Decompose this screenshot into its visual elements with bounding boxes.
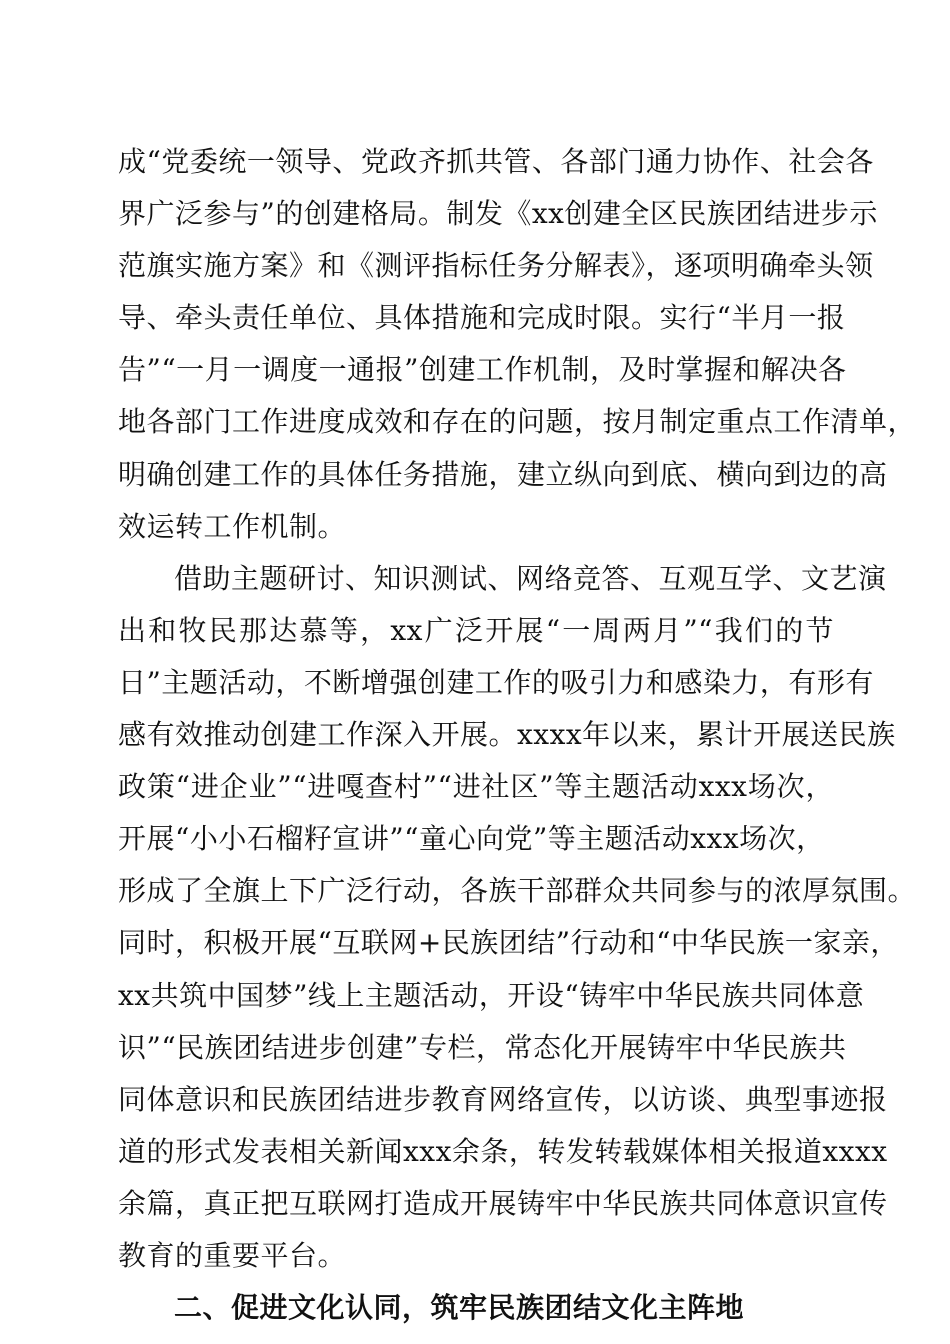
text-line: 教育的重要平台。 xyxy=(118,1238,347,1272)
text-line: 政策“进企业”“进嘎查村”“进社区”等主题活动xxx场次， xyxy=(118,770,834,804)
text-line: 借助主题研讨、知识测试、网络竞答、互观互学、文艺演 xyxy=(174,561,887,595)
text-line: 地各部门工作进度成效和存在的问题，按月制定重点工作清单， xyxy=(118,405,917,439)
text-line: 范旗实施方案》和《测评指标任务分解表》，逐项明确牵头领 xyxy=(118,249,874,283)
text-line: 效运转工作机制。 xyxy=(118,509,347,543)
text-line: 道的形式发表相关新闻xxx余条，转发转载媒体相关报道xxxx xyxy=(118,1134,888,1168)
text-line: 导、牵头责任单位、具体措施和完成时限。实行“半月一报 xyxy=(118,301,846,335)
text-line: 出和牧民那达慕等，xx广泛开展“一周两月”“我们的节 xyxy=(118,613,834,647)
paragraph-theme-activities xyxy=(118,553,917,1282)
text-line: 同时，积极开展“互联网+民族团结”行动和“中华民族一家亲， xyxy=(118,926,899,960)
text-line: 识”“民族团结进步创建”专栏，常态化开展铸牢中华民族共 xyxy=(118,1030,847,1064)
text-line: 形成了全旗上下广泛行动，各族干部群众共同参与的浓厚氛围。 xyxy=(118,874,917,908)
text-line: 余篇，真正把互联网打造成开展铸牢中华民族共同体意识宣传 xyxy=(118,1186,888,1220)
text-line: 开展“小小石榴籽宣讲”“童心向党”等主题活动xxx场次， xyxy=(118,822,825,856)
text-line: 感有效推动创建工作深入开展。xxxx年以来，累计开展送民族 xyxy=(118,718,896,752)
text-line: xx共筑中国梦”线上主题活动，开设“铸牢中华民族共同体意 xyxy=(118,978,865,1012)
text-line: 成“党委统一领导、党政齐抓共管、各部门通力协作、社会各 xyxy=(118,145,874,178)
text-line: 同体意识和民族团结进步教育网络宣传，以访谈、典型事迹报 xyxy=(118,1082,888,1116)
text-line: 告”“一月一调度一通报”创建工作机制，及时掌握和解决各 xyxy=(118,353,847,387)
section-heading: 二、促进文化认同，筑牢民族团结文化主阵地 xyxy=(174,1291,745,1325)
text-line: 界广泛参与”的创建格局。制发《xx创建全区民族团结进步示 xyxy=(118,197,878,231)
text-line: 明确创建工作的具体任务措施，建立纵向到底、横向到边的高 xyxy=(118,457,888,491)
paragraph-creation-mechanism xyxy=(118,136,917,553)
text-line: 日”主题活动，不断增强创建工作的吸引力和感染力，有形有 xyxy=(118,665,874,699)
document-page xyxy=(118,136,917,1334)
